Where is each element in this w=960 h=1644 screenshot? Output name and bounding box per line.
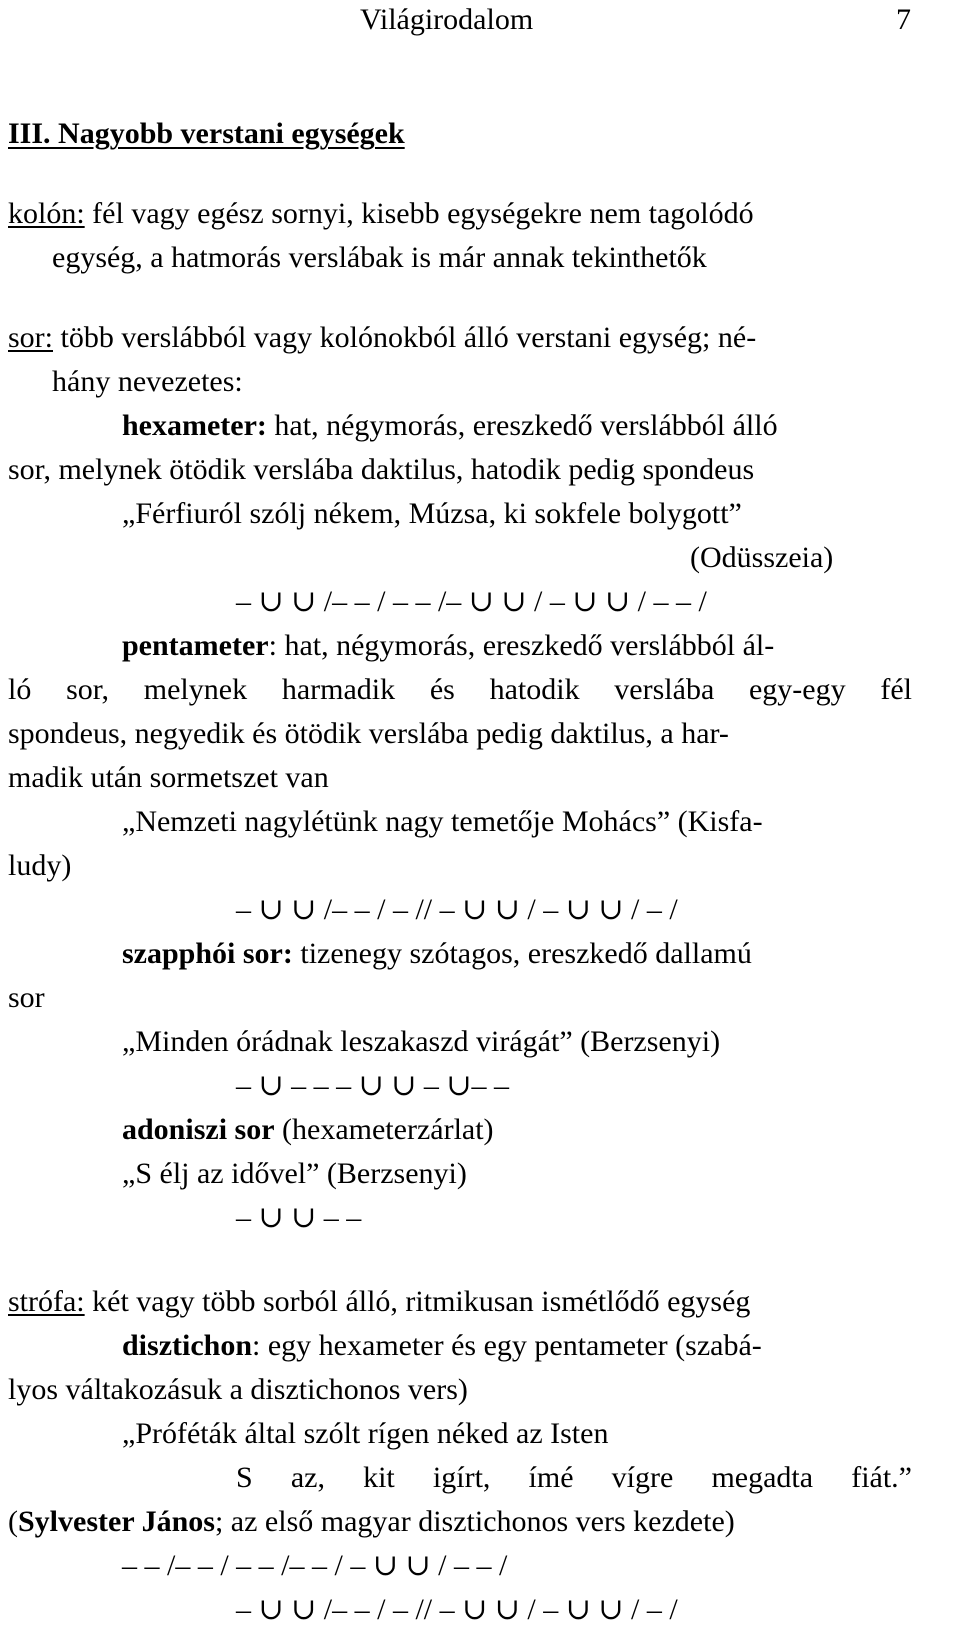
strofa-text-1: két vagy több sorból álló, ritmikusan ismétlődő egység	[84, 1285, 751, 1318]
kolon-term: kolón:	[8, 197, 85, 230]
credit-rest: ; az első magyar disztichonos vers kezdete)	[214, 1505, 735, 1538]
pentameter-quote: „Nemzeti nagylétünk nagy temetője Mohács” (Kisfa-	[122, 805, 763, 838]
hexameter-text-2: sor, melynek ötödik verslába daktilus, hatodik pedig spondeus	[8, 453, 755, 486]
hexameter-term: hexameter:	[122, 409, 267, 442]
sor-text-1: több verslábból vagy kolónokból álló verstani egység; né-	[53, 321, 757, 354]
pentameter-text-4: madik után sormetszet van	[8, 761, 329, 794]
disztichon-term: disztichon	[122, 1329, 253, 1362]
hexameter-definition	[122, 408, 778, 444]
disztichon-scansion-1: – – /– – / – – /– – / – ∪ ∪ / – – /	[122, 1549, 508, 1582]
adoniszi-text-1: (hexameterzárlat)	[274, 1113, 494, 1146]
kolon-definition	[8, 196, 754, 232]
sor-definition	[8, 320, 756, 356]
running-title: Világirodalom	[360, 3, 534, 36]
section-title: III. Nagyobb verstani egységek	[8, 117, 405, 150]
pentameter-text-3: spondeus, negyedik és ötödik verslába pedig daktilus, a har-	[8, 717, 729, 750]
szapphoi-quote: „Minden órádnak leszakaszd virágát” (Berzsenyi)	[122, 1025, 721, 1058]
szapphoi-text-2: sor	[8, 981, 45, 1014]
kolon-text-1: fél vagy egész sornyi, kisebb egységekre nem tagolódó	[84, 197, 754, 230]
disztichon-quote-1: „Próféták által szólt rígen néked az Isten	[122, 1417, 609, 1450]
hexameter-text-1: hat, négymorás, ereszkedő verslábból álló	[266, 409, 778, 442]
credit-open: (	[8, 1505, 18, 1538]
disztichon-credit	[8, 1504, 735, 1540]
disztichon-text-2: lyos váltakozásuk a disztichonos vers)	[8, 1373, 468, 1406]
sor-text-2: hány nevezetes:	[52, 365, 243, 398]
pentameter-definition	[122, 628, 774, 664]
adoniszi-quote: „S élj az idővel” (Berzsenyi)	[122, 1157, 467, 1190]
hexameter-source: (Odüsszeia)	[690, 541, 834, 574]
strofa-term: strófa:	[8, 1285, 85, 1318]
adoniszi-definition	[122, 1112, 494, 1148]
hexameter-quote: „Férfiuról szólj nékem, Múzsa, ki sokfele bolygott”	[122, 497, 742, 530]
szapphoi-scansion: – ∪ – – – ∪ ∪ – ∪– –	[236, 1069, 510, 1102]
disztichon-quote-2: S az, kit igírt, ímé vígre megadta fiát.”	[236, 1461, 912, 1494]
szapphoi-definition	[122, 936, 752, 972]
hexameter-scansion: – ∪ ∪ /– – / – – /– ∪ ∪ / – ∪ ∪ / – – /	[236, 585, 707, 618]
adoniszi-scansion: – ∪ ∪ – –	[236, 1201, 362, 1234]
disztichon-scansion-2: – ∪ ∪ /– – / – // – ∪ ∪ / – ∪ ∪ / – /	[236, 1593, 678, 1626]
szapphoi-text-1: tizenegy szótagos, ereszkedő dallamú	[292, 937, 752, 970]
adoniszi-term: adoniszi sor	[122, 1113, 275, 1146]
sor-term: sor:	[8, 321, 53, 354]
disztichon-definition	[122, 1328, 762, 1364]
pentameter-scansion: – ∪ ∪ /– – / – // – ∪ ∪ / – ∪ ∪ / – /	[236, 893, 678, 926]
pentameter-term: pentameter	[122, 629, 269, 662]
page-number: 7	[896, 3, 911, 36]
pentameter-text-1: : hat, négymorás, ereszkedő verslábból ál-	[268, 629, 775, 662]
szapphoi-term: szapphói sor:	[122, 937, 293, 970]
disztichon-text-1: : egy hexameter és egy pentameter (szabá-	[252, 1329, 762, 1362]
kolon-text-2: egység, a hatmorás verslábak is már annak tekinthetők	[52, 241, 707, 274]
pentameter-quote-cont: ludy)	[8, 849, 72, 882]
pentameter-text-2: ló sor, melynek harmadik és hatodik verslába egy-egy fél	[8, 673, 912, 706]
credit-author: Sylvester János	[18, 1505, 215, 1538]
strofa-definition	[8, 1284, 750, 1320]
